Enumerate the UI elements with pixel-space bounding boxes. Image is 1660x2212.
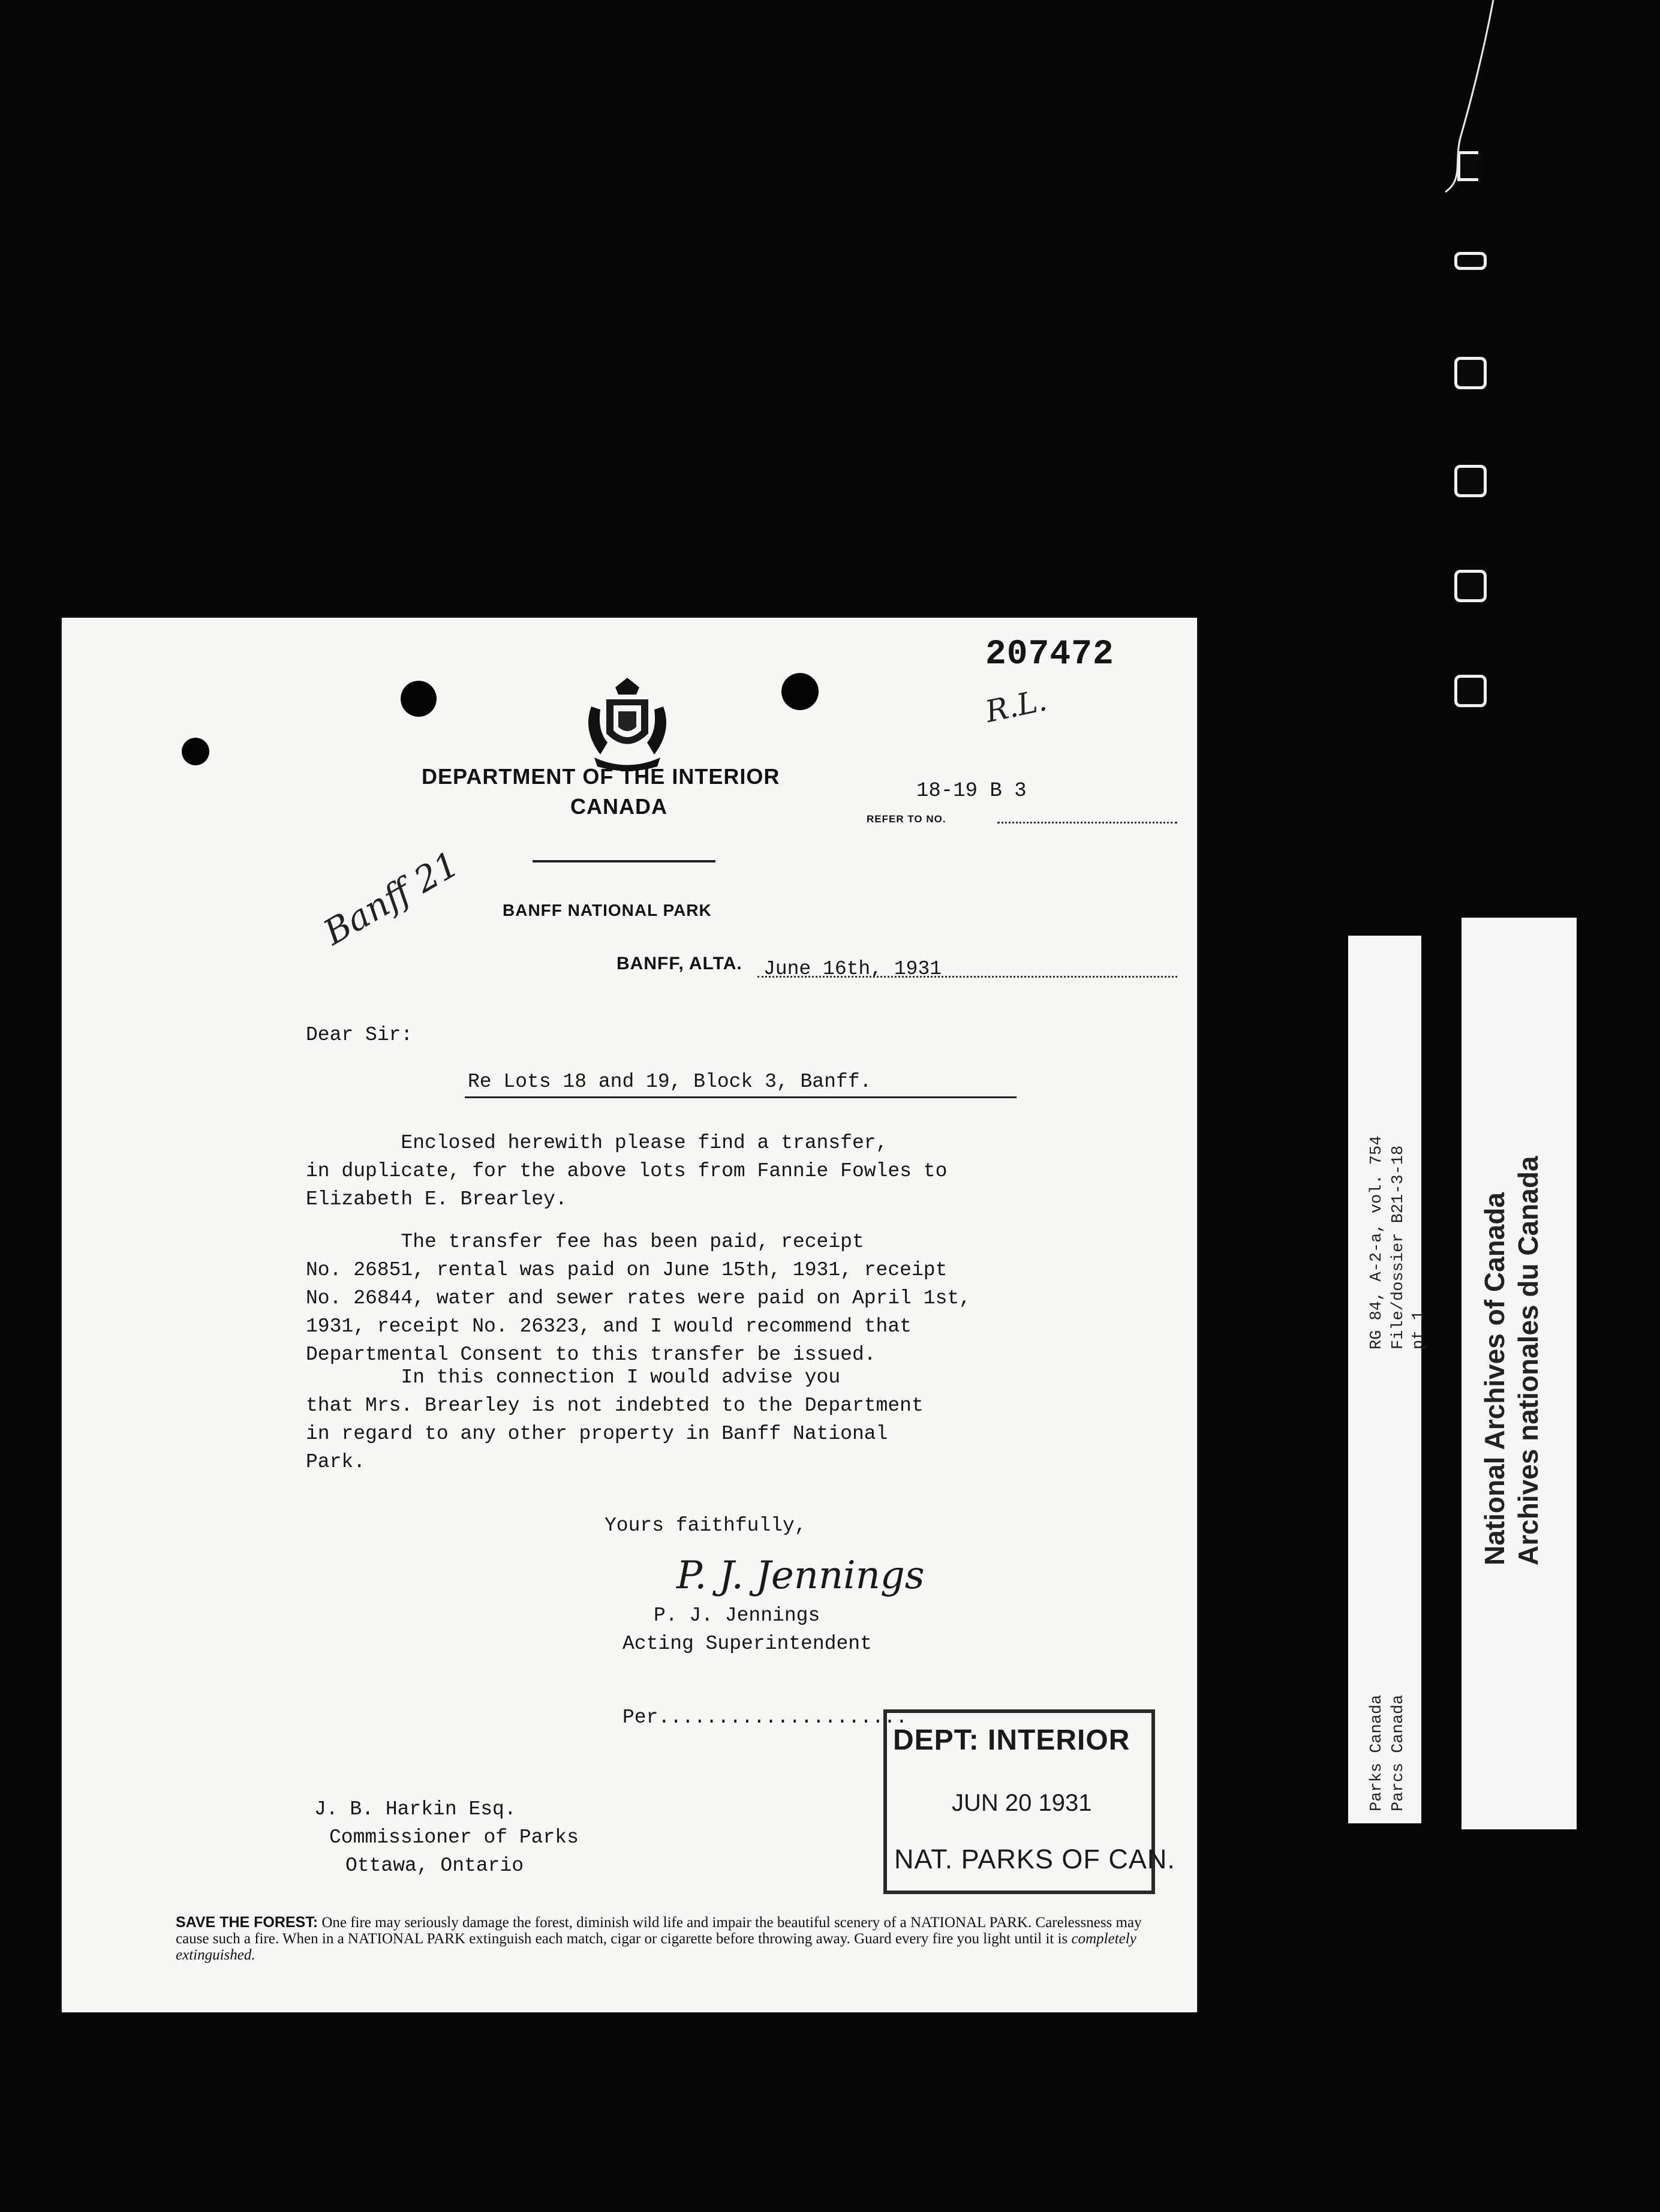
signature: P. J. Jennings — [676, 1553, 925, 1598]
letter-date: June 16th, 1931 — [763, 958, 942, 980]
subject-line: Re Lots 18 and 19, Block 3, Banff. — [468, 1071, 872, 1093]
footer-notice — [176, 1915, 1147, 1963]
archives-name-english: National Archives of Canada — [1479, 1192, 1510, 1565]
film-edge-mark — [1454, 675, 1487, 707]
recipient-city: Ottawa, Ontario — [345, 1855, 524, 1877]
header-rule — [533, 860, 715, 862]
footer-lead: SAVE THE FOREST: — [176, 1914, 318, 1931]
footer-body: One fire may seriously damage the forest, diminish wild life and impair the beautiful scenery of a NATIONAL PARK. Carelessness may cause such a fire. When in a NATIONAL PARK extinguish each match, cigar or cigarette before throwing away. Guard every fire you light until it is — [176, 1915, 1142, 1947]
park-name: BANFF NATIONAL PARK — [503, 901, 712, 919]
punch-hole — [781, 673, 819, 710]
letter-sheet — [62, 618, 1197, 2012]
file-number-stamp: 207472 — [985, 635, 1114, 674]
footer-emphasis: completely extinguished. — [176, 1931, 1136, 1963]
department-heading: DEPARTMENT OF THE INTERIOR — [422, 764, 780, 789]
handwritten-initials: R.L. — [982, 682, 1050, 730]
refer-to-line — [997, 822, 1177, 824]
date-line — [757, 976, 1177, 978]
received-stamp — [883, 1709, 1175, 1894]
refer-to-label: REFER TO NO. — [867, 813, 946, 825]
film-edge-mark — [1454, 570, 1487, 602]
body-paragraph: The transfer fee has been paid, receipt No. 26851, rental was paid on June 15th, 1931, receipt No. 26844, water and sewer rates were paid on April 1st, 1931, receipt No. 26323, and I would recommend that Departmental Consent to this transfer be issued. — [306, 1231, 971, 1366]
punch-hole — [182, 738, 209, 765]
closing: Yours faithfully, — [605, 1514, 807, 1537]
recipient-title: Commissioner of Parks — [329, 1826, 579, 1849]
archive-file: File/dossier B21-3-18 — [1390, 1145, 1408, 1350]
signer-title: Acting Superintendent — [622, 1633, 872, 1655]
stamp-branch: NAT. PARKS OF CAN. — [894, 1844, 1175, 1874]
film-edge-mark — [1454, 357, 1487, 389]
archives-name-label — [1461, 918, 1577, 1829]
place-label: BANFF, ALTA. — [617, 954, 742, 973]
film-edge-mark — [1454, 252, 1487, 270]
reference-number: 18-19 B 3 — [916, 780, 1027, 803]
stamp-department: DEPT: INTERIOR — [893, 1724, 1130, 1756]
coat-of-arms-icon — [582, 677, 672, 773]
body-paragraph: Enclosed herewith please find a transfer, in duplicate, for the above lots from Fannie Fowles to Elizabeth E. Brearley. — [306, 1132, 948, 1210]
stamp-date: JUN 20 1931 — [952, 1790, 1092, 1816]
department-country: CANADA — [570, 794, 667, 819]
archive-reference: RG 84, A-2-a, vol. 754 — [1368, 1135, 1386, 1350]
agency-french: Parcs Canada — [1390, 1694, 1408, 1811]
punch-hole — [401, 681, 437, 717]
archive-reference-label — [1348, 936, 1428, 1823]
archives-name-french: Archives nationales du Canada — [1512, 1156, 1544, 1565]
body-paragraph: In this connection I would advise you that Mrs. Brearley is not indebted to the Department in regard to any other property in Banff National Park. — [306, 1366, 924, 1473]
handwritten-note: Banff 21 — [317, 843, 466, 953]
signer-name: P. J. Jennings — [654, 1604, 820, 1627]
salutation: Dear Sir: — [306, 1024, 413, 1046]
per-line: Per..................... — [622, 1706, 908, 1729]
agency-english: Parks Canada — [1368, 1694, 1386, 1811]
film-scratch-line — [1427, 0, 1499, 198]
recipient-name: J. B. Harkin Esq. — [314, 1798, 516, 1820]
film-edge-mark — [1454, 465, 1487, 497]
archive-part: pt 1 — [1410, 1311, 1428, 1350]
subject-underline — [465, 1096, 1017, 1098]
